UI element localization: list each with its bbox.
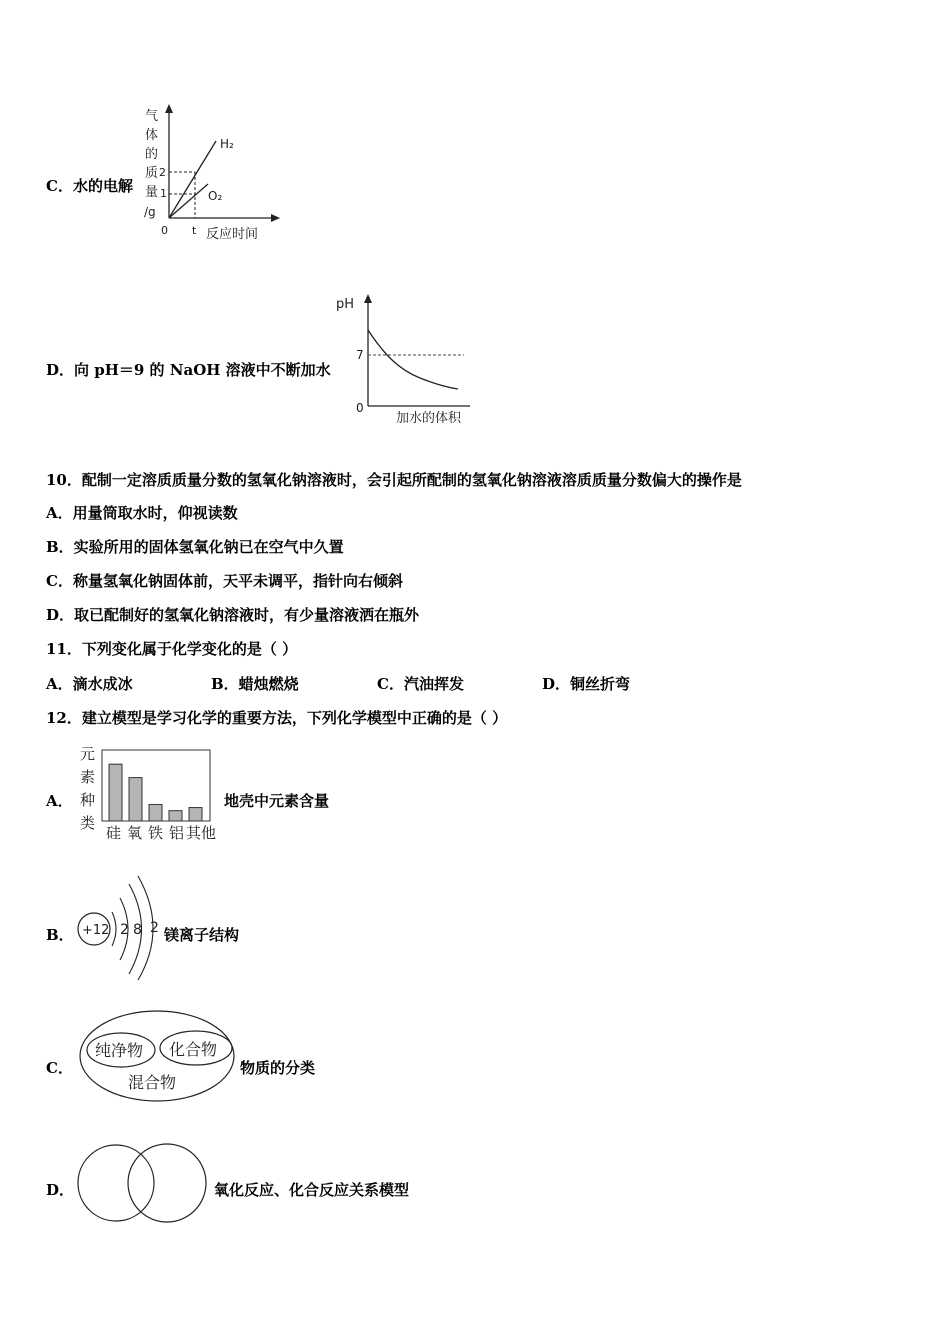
mg-nucleus-charge: +12: [82, 923, 110, 938]
electrolysis-graph: [140, 100, 290, 245]
crust-bar-chart: [78, 742, 223, 844]
q12-option-b-letter[interactable]: B．: [46, 926, 74, 944]
electrolysis-origin: 0: [161, 224, 168, 237]
ph-tick-7: 7: [356, 348, 364, 362]
q12-option-d-letter[interactable]: D．: [46, 1181, 75, 1199]
mg-shell-electrons: 8: [133, 922, 142, 938]
q12-option-b-caption: 镁离子结构: [164, 926, 240, 944]
outer-label: 混合物: [128, 1073, 177, 1092]
electrolysis-tick-1: 1: [160, 187, 167, 200]
q11-option-c[interactable]: C．汽油挥发: [377, 675, 464, 693]
crust-ylabel-char: 类: [80, 814, 96, 832]
mg-shell-arc-1: [112, 912, 116, 946]
q10-stem: 10．配制一定溶质质量分数的氢氧化钠溶液时，会引起所配制的氢氧化钠溶液溶质质量分数偏大的操作是: [46, 471, 742, 489]
q9-option-d-label: D．向 pH＝9 的 NaOH 溶液中不断加水: [46, 361, 331, 379]
q12-option-c-caption: 物质的分类: [240, 1059, 316, 1077]
q11-stem: 11．下列变化属于化学变化的是（ ）: [46, 640, 298, 658]
q12-stem: 12．建立模型是学习化学的重要方法，下列化学模型中正确的是（ ）: [46, 709, 508, 727]
ph-curve: [368, 330, 458, 389]
crust-category-label: 氧: [127, 824, 143, 842]
electrolysis-ylabel-char: 量: [145, 185, 159, 200]
crust-ylabel-char: 元: [80, 745, 96, 763]
q12-option-d-caption: 氧化反应、化合反应关系模型: [214, 1181, 410, 1199]
q11-option-a[interactable]: A．滴水成冰: [46, 675, 133, 693]
electrolysis-tick-2: 2: [159, 166, 166, 179]
crust-category-label: 铝: [169, 824, 185, 842]
electrolysis-o2-label: O₂: [208, 189, 223, 203]
crust-ylabel-char: 素: [80, 768, 96, 786]
inner-left-label: 纯净物: [95, 1041, 144, 1060]
q12-option-a-caption: 地壳中元素含量: [224, 792, 330, 810]
q10-option-d[interactable]: D．取已配制好的氢氧化钠溶液时，有少量溶液洒在瓶外: [46, 606, 420, 624]
mg-shell-electrons: 2: [120, 922, 129, 938]
q10-option-b[interactable]: B．实验所用的固体氢氧化钠已在空气中久置: [46, 538, 344, 556]
matter-classification: [78, 1008, 238, 1104]
electrolysis-ylabel: [144, 109, 158, 219]
q10-option-a[interactable]: A．用量筒取水时，仰视读数: [46, 504, 238, 522]
crust-ylabel-char: 种: [80, 791, 96, 809]
electrolysis-h2-label: H₂: [220, 137, 234, 151]
electrolysis-xlabel: 反应时间: [206, 227, 259, 242]
crust-bar-硅: [109, 764, 122, 821]
ph-origin: 0: [356, 401, 364, 415]
electrolysis-ylabel-char: 的: [145, 147, 159, 162]
crust-category-label: 其他: [186, 824, 217, 842]
electrolysis-ylabel-char: 质: [145, 166, 159, 181]
electrolysis-o2-line: [169, 184, 208, 218]
electrolysis-y-arrow: [165, 104, 173, 113]
electrolysis-ylabel-unit: /g: [144, 205, 156, 219]
electrolysis-t-mark: t: [192, 224, 197, 237]
mg-ion-structure: [74, 872, 166, 982]
crust-bar-其他: [189, 808, 202, 821]
q9-option-c-label: C．水的电解: [46, 177, 133, 195]
ph-y-arrow: [364, 294, 372, 303]
crust-bar-铁: [149, 804, 162, 821]
crust-category-label: 硅: [106, 824, 122, 842]
venn-circle-right: [128, 1144, 206, 1222]
crust-bar-氧: [129, 778, 142, 821]
electrolysis-ylabel-char: 体: [145, 128, 159, 143]
electrolysis-x-arrow: [271, 214, 280, 222]
mg-shell-electrons: 2: [150, 920, 159, 936]
q11-option-b[interactable]: B．蜡烛燃烧: [211, 675, 299, 693]
crust-bars: [109, 764, 202, 821]
q11-option-d[interactable]: D．铜丝折弯: [542, 675, 631, 693]
venn-circle-left: [78, 1145, 154, 1221]
q12-option-a-letter[interactable]: A．: [46, 792, 73, 810]
ph-xlabel: 加水的体积: [396, 411, 462, 426]
q12-option-c-letter[interactable]: C．: [46, 1059, 73, 1077]
electrolysis-h2-line: [169, 141, 216, 218]
reaction-relationship-venn: [76, 1142, 216, 1226]
inner-right-label: 化合物: [169, 1040, 218, 1059]
electrolysis-ylabel-char: 气: [145, 109, 159, 124]
ph-ylabel: pH: [336, 297, 355, 312]
ph-graph: [330, 288, 480, 428]
crust-category-label: 铁: [148, 824, 164, 842]
crust-bar-铝: [169, 811, 182, 821]
q10-option-c[interactable]: C．称量氢氧化钠固体前，天平未调平，指针向右倾斜: [46, 572, 403, 590]
